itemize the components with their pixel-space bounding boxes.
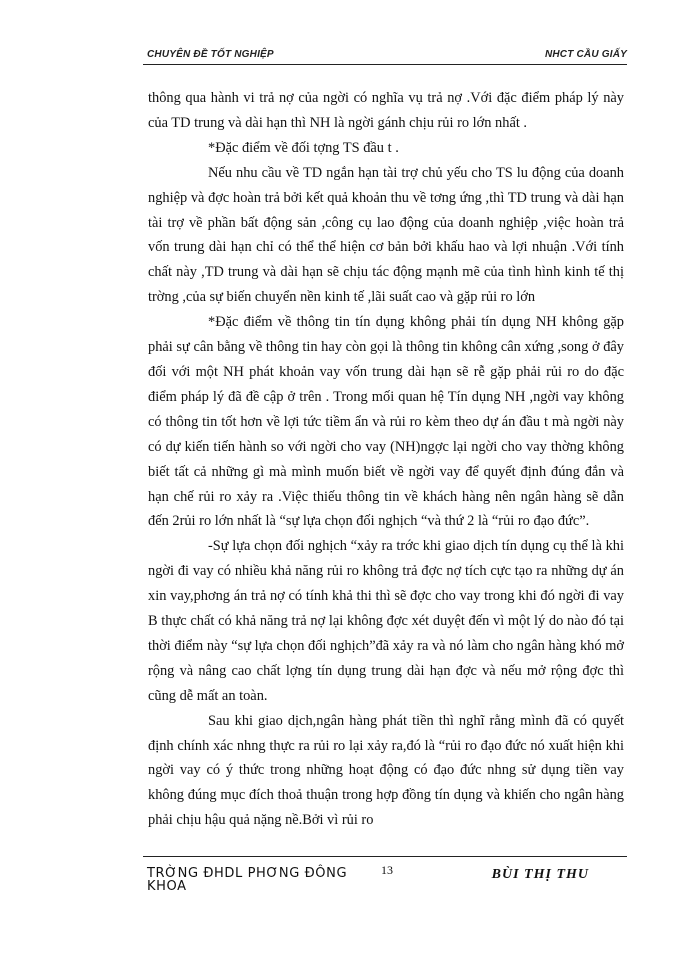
footer-institution: TRỜNG ĐHDL PHƠNG ĐÔNG KHOA	[147, 866, 348, 894]
header-left-title: CHUYÊN ĐỀ TỐT NGHIỆP	[147, 49, 274, 60]
page-header	[143, 48, 627, 65]
header-right-title: NHCT CẦU GIẤY	[544, 49, 627, 60]
paragraph: -Sự lựa chọn đối nghịch “xảy ra trớc khi giao dịch tín dụng cụ thể là khi ngời đi vay có nhiều khả năng rủi ro không trả đợc nợ tích cực tạo ra những dự án xin vay,phơng án trả nợ có tính khả thi thì sẽ đợc cho vay trong khi đó ngời đi vay B thực chất có khả năng trả nợ lại không đợc xét duyệt đến vì một lý do nào đó tại thời điểm này “sự lựa chọn đối nghịch”đã xảy ra và nó làm cho ngân hàng khó mở rộng và nâng cao chất lợng tín dụng trung dài hạn đợc và nếu mở rộng đợc thì cũng dễ mất an toàn.	[148, 538, 624, 704]
footer-author: BÙI THỊ THU	[491, 867, 589, 882]
paragraph: Nếu nhu cầu về TD ngắn hạn tài trợ chủ yếu cho TS lu động của doanh nghiệp và đợc hoàn trả bởi kết quả khoản thu về tơng ứng ,thì TD trung và dài hạn tài trợ về phần bất động sản ,công cụ lao động của doanh nghiệp ,việc hoàn trả vốn trung dài hạn chỉ có thể thể hiện cơ bản bởi khấu hao và lợi nhuận .Với tính chất này ,TD trung và dài hạn sẽ chịu tác động mạnh mẽ của tình hình kinh tế thị trờng ,của sự biến chuyển nền kinh tế ,lãi suất cao và gặp rủi ro lớn	[148, 164, 624, 306]
paragraph: *Đặc điểm về đối tợng TS đầu t .	[208, 139, 399, 156]
document-body	[148, 86, 624, 833]
page-number: 13	[381, 863, 393, 877]
paragraph: *Đặc điểm về thông tin tín dụng không phải tín dụng NH không gặp phải sự cân bằng về thông tin hay còn gọi là thông tin không cân xứng ,song ở đây đối với một NH phát khoản vay vốn trung dài hạn sẽ rễ gặp phải rủi ro do đặc điểm pháp lý đã đề cập ở trên . Trong mối quan hệ Tín dụng NH ,ngời vay không có thông tin tốt hơn về lợi tức tiềm ẩn và rủi ro kèm theo dự án đầu t mà ngời này có dự kiến tiến hành so với ngời cho vay (NH)ngợc lại ngời cho vay thờng không biết tất cả những gì mà mình muốn biết về ngời vay để quyết định đúng đắn và hạn chế rủi ro xảy ra .Việc thiếu thông tin về khách hàng nên ngân hàng sẽ dẫn đến 2rủi ro lớn nhất là “sự lựa chọn đối nghịch “và thứ 2 là “rủi ro đạo đức”.	[148, 314, 624, 530]
page-footer	[143, 856, 627, 894]
paragraph: Sau khi giao dịch,ngân hàng phát tiền thì nghĩ rằng mình đã có quyết định chính xác nhng thực ra rủi ro lại xảy ra,đó là “rủi ro đạo đức nó xuất hiện khi ngời vay có ý thức trong những hoạt động có đạo đức nhng sử dụng tiền vay không đúng mục đích thoả thuận trong hợp đồng tín dụng và khiến cho ngân hàng phải chịu hậu quả nặng nề.Bởi vì rủi ro	[148, 712, 624, 829]
paragraph: thông qua hành vi trả nợ của ngời có nghĩa vụ trả nợ .Với đặc điểm pháp lý này của TD trung và dài hạn thì NH là ngời gánh chịu rủi ro lớn nhất .	[148, 90, 624, 131]
